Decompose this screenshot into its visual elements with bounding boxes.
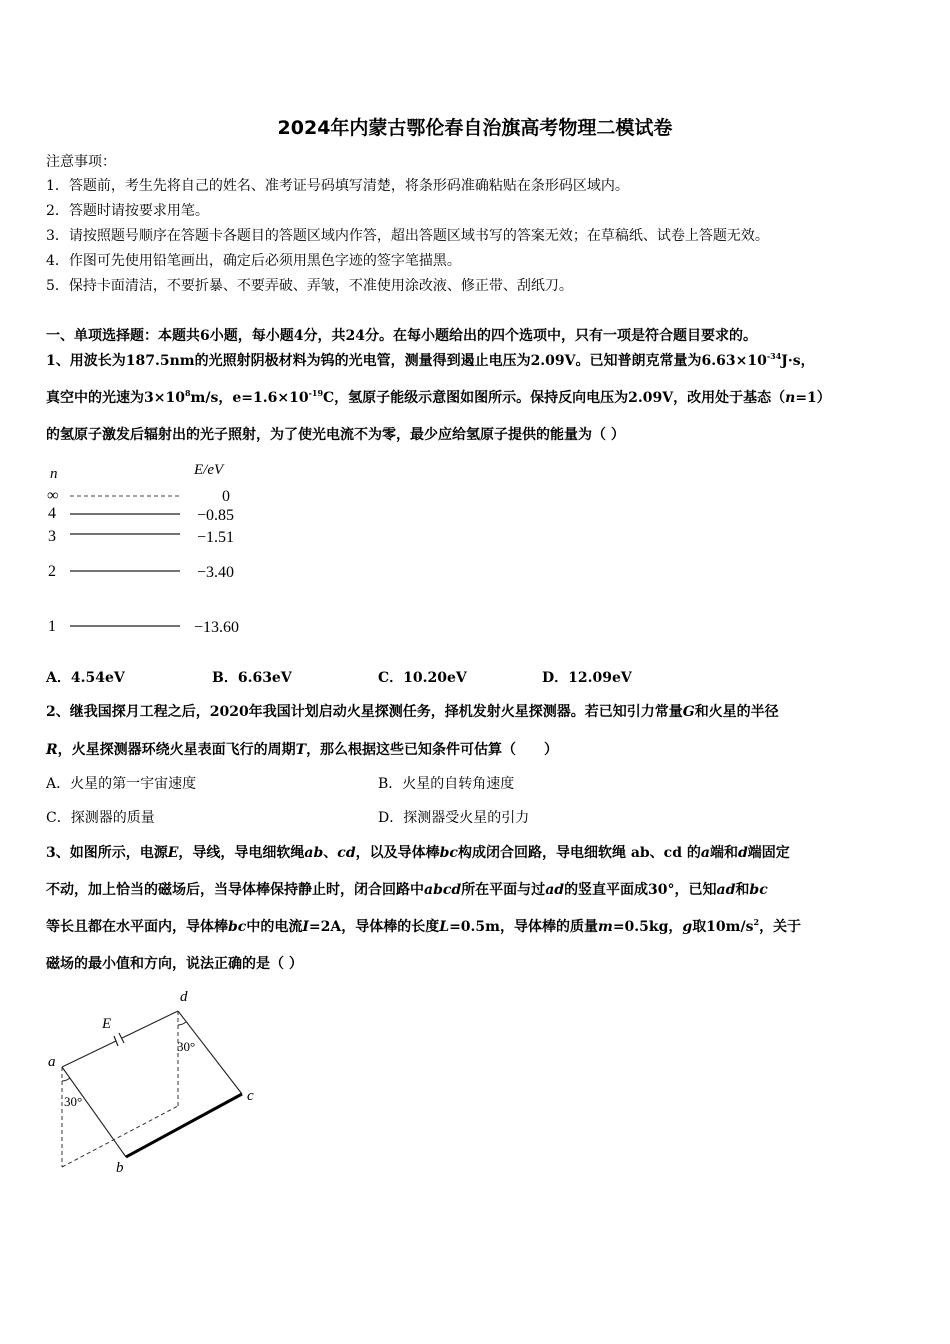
q1-option-d: D．12.09eV xyxy=(542,670,632,686)
page-title: 2024年内蒙古鄂伦春自治旗高考物理二模试卷 xyxy=(277,117,673,139)
q2-option-c: C．探测器的质量 xyxy=(46,810,155,826)
q3-line-1: 3、如图所示，电源E，导线，导电细软绳ab、cd，以及导体棒bc构成闭合回路，导电细软绳 ab、cd 的a端和d端固定 xyxy=(46,845,790,861)
level-e-1: −13.60 xyxy=(194,619,240,636)
energy-level-diagram xyxy=(40,456,270,646)
wire-a-battery xyxy=(62,1041,116,1067)
n-axis-label: n xyxy=(50,466,58,482)
circuit-figure xyxy=(40,984,280,1184)
angle-label-d: 30° xyxy=(177,1039,196,1054)
notice-item-2: 2．答题时请按要求用笔。 xyxy=(46,203,209,219)
q3-line-4: 磁场的最小值和方向，说法正确的是（ ） xyxy=(46,956,303,972)
q1-option-b: B．6.63eV xyxy=(212,670,292,686)
q1-option-c: C．10.20eV xyxy=(378,670,467,686)
angle-label-a: 30° xyxy=(64,1094,83,1109)
q3-line-2: 不动，加上恰当的磁场后，当导体棒保持静止时，闭合回路中abcd所在平面与过ad的竖直平面成30°，已知ad和bc xyxy=(46,882,768,898)
label-e: E xyxy=(102,1016,112,1032)
q1-line-3: 的氢原子激发后辐射出的光子照射，为了使光电流不为零，最少应给氢原子提供的能量为（ ） xyxy=(46,427,625,443)
q2-option-b: B．火星的自转角速度 xyxy=(378,776,515,792)
label-a: a xyxy=(48,1054,56,1070)
level-e-2: −3.40 xyxy=(197,564,235,581)
soft-wire-ab xyxy=(62,1067,126,1157)
conductor-rod-bc xyxy=(126,1094,242,1157)
energy-axis-label: E/eV xyxy=(194,462,224,478)
angle-arc-d xyxy=(178,1022,186,1025)
level-e-4: −0.85 xyxy=(197,507,235,524)
q1-line-2: 真空中的光速为$3\times 10^8m/s$，$e=1.6\times 10^{-19}C$，氢原子能级示意图如图所示。保持反向电压为2.09V，改用处于基态（n=1） xyxy=(46,388,831,406)
dashed-projection xyxy=(62,1106,178,1167)
level-n-inf: ∞ xyxy=(47,487,59,504)
notice-item-5: 5．保持卡面清洁，不要折暴、不要弄破、弄皱，不准使用涂改液、修正带、刮纸刀。 xyxy=(46,278,573,294)
notice-item-3: 3．请按照题号顺序在答题卡各题目的答题区域内作答，超出答题区域书写的答案无效；在草稿纸、试卷上答题无效。 xyxy=(46,228,769,244)
angle-arc-a xyxy=(62,1078,70,1081)
q3-line-3: 等长且都在水平面内，导体棒bc中的电流I=2A，导体棒的长度L=0.5m，导体棒的质量m=0.5kg，g取$10m/s^2$，关于 xyxy=(46,917,802,935)
level-n-1: 1 xyxy=(48,618,56,635)
wire-battery-d xyxy=(122,1011,178,1038)
label-d: d xyxy=(180,989,188,1005)
level-n-4: 4 xyxy=(48,505,56,522)
level-n-3: 3 xyxy=(48,528,56,545)
level-e-inf: 0 xyxy=(222,488,230,505)
label-b: b xyxy=(116,1160,124,1176)
q2-line-2: R，火星探测器环绕火星表面飞行的周期T，那么根据这些已知条件可估算（ ） xyxy=(46,742,559,758)
q1-line-1: 1、用波长为187.5nm的光照射阴极材料为钨的光电管，测量得到遏止电压为2.09V。已知普朗克常量为$6.63\times 10^{-34}J\cdot s$， xyxy=(46,351,815,369)
q2-line-1: 2、继我国探月工程之后，2020年我国计划启动火星探测任务，择机发射火星探测器。若已知引力常量G和火星的半径 xyxy=(46,704,779,720)
q2-option-a: A．火星的第一宇宙速度 xyxy=(46,776,197,792)
q2-option-d: D．探测器受火星的引力 xyxy=(378,810,530,826)
battery-plate-1 xyxy=(114,1036,118,1046)
label-c: c xyxy=(247,1088,254,1104)
notice-item-4: 4．作图可先使用铅笔画出，确定后必须用黑色字迹的签字笔描黑。 xyxy=(46,253,461,269)
level-e-3: −1.51 xyxy=(197,529,235,546)
level-n-2: 2 xyxy=(48,563,56,580)
notice-item-1: 1．答题前，考生先将自己的姓名、准考证号码填写清楚，将条形码准确粘贴在条形码区域内。 xyxy=(46,178,629,194)
section-heading: 一、单项选择题：本题共6小题，每小题4分，共24分。在每小题给出的四个选项中，只有一项是符合题目要求的。 xyxy=(46,328,757,344)
q1-option-a: A．4.54eV xyxy=(46,670,125,686)
notice-heading: 注意事项： xyxy=(46,154,116,170)
